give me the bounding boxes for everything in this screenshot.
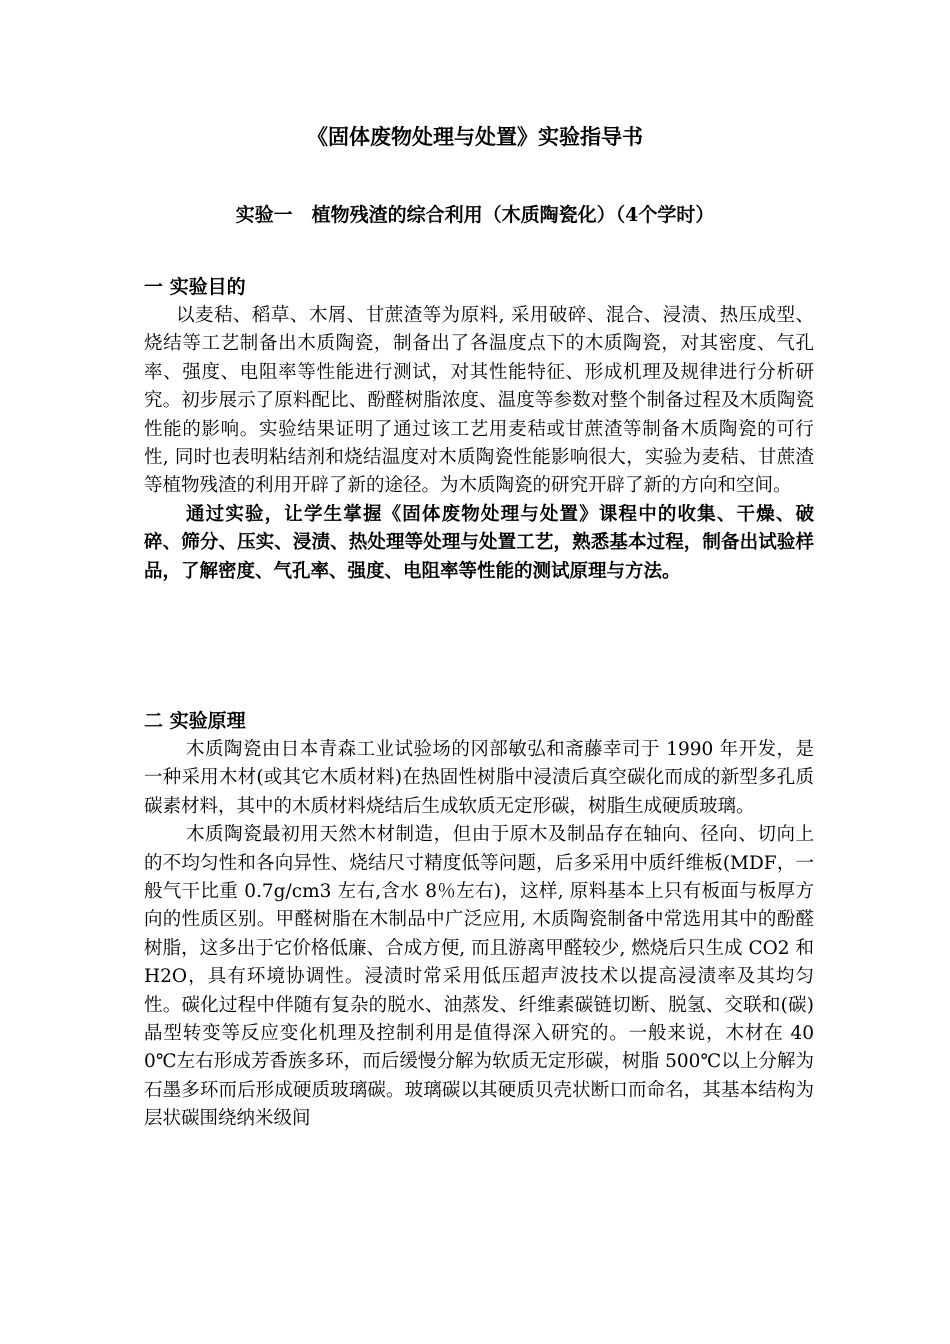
section-principle bbox=[144, 706, 814, 1134]
paragraph: 以麦秸、稻草、木屑、甘蔗渣等为原料, 采用破碎、混合、浸渍、热压成型、烧结等工艺制备出木质陶瓷，制备出了各温度点下的木质陶瓷，对其密度、气孔率、强度、电阻率等性能进行测试，对其性能特征、形成机理及规律进行分析研究。初步展示了原料配比、酚醛树脂浓度、温度等参数对整个制备过程及木质陶瓷性能的影响。实验结果证明了通过该工艺用麦秸或甘蔗渣等制备木质陶瓷的可行性, 同时也表明粘结剂和烧结温度对木质陶瓷性能影响很大，实验为麦秸、甘蔗渣等植物残渣的利用开辟了新的途径。为木质陶瓷的研究开辟了新的方向和空间。 bbox=[144, 305, 814, 497]
document-title: 《固体废物处理与处置》实验指导书 bbox=[307, 124, 643, 149]
section-heading: 二 实验原理 bbox=[144, 710, 246, 732]
paragraph: 木质陶瓷由日本青森工业试验场的冈部敏弘和斋藤幸司于 1990 年开发，是一种采用木材(或其它木质材料)在热固性树脂中浸渍后真空碳化而成的新型多孔质碳素材料，其中的木质材料烧结后生成软质无定形碳，树脂生成硬质玻璃。 bbox=[144, 739, 814, 817]
section-heading: 一 实验目的 bbox=[144, 276, 246, 298]
section-objective bbox=[144, 272, 814, 586]
paragraph-emphasis: 通过实验，让学生掌握《固体废物处理与处置》课程中的收集、干燥、破碎、筛分、压实、浸渍、热处理等处理与处置工艺，熟悉基本过程，制备出试验样品，了解密度、气孔率、强度、电阻率等性能的测试原理与方法。 bbox=[144, 503, 814, 582]
paragraph: 木质陶瓷最初用天然木材制造，但由于原木及制品存在轴向、径向、切向上的不均匀性和各向异性、烧结尺寸精度低等问题，后多采用中质纤维板(MDF，一般气干比重 0.7g/cm3 左右,含水 8％左右)，这样, 原料基本上只有板面与板厚方向的性质区别。甲醛树脂在木制品中广泛应用, 木质陶瓷制备中常选用其中的酚醛树脂，这多出于它价格低廉、合成方便, 而且游离甲醛较少, 燃烧后只生成 CO2 和 H2O，具有环境协调性。浸渍时常采用低压超声波技术以提高浸渍率及其均匀性。碳化过程中伴随有复杂的脱水、油蒸发、纤维素碳链切断、脱氢、交联和(碳)晶型转变等反应变化机理及控制利用是值得深入研究的。一般来说，木材在 400℃左右形成芳香族多环，而后缓慢分解为软质无定形碳，树脂 500℃以上分解为石墨多环而后形成硬质玻璃碳。玻璃碳以其硬质贝壳状断口而命名，其基本结构为层状碳围绕纳米级间 bbox=[144, 824, 814, 1130]
experiment-title: 实验一 植物残渣的综合利用（木质陶瓷化）（4个学时） bbox=[235, 204, 715, 226]
